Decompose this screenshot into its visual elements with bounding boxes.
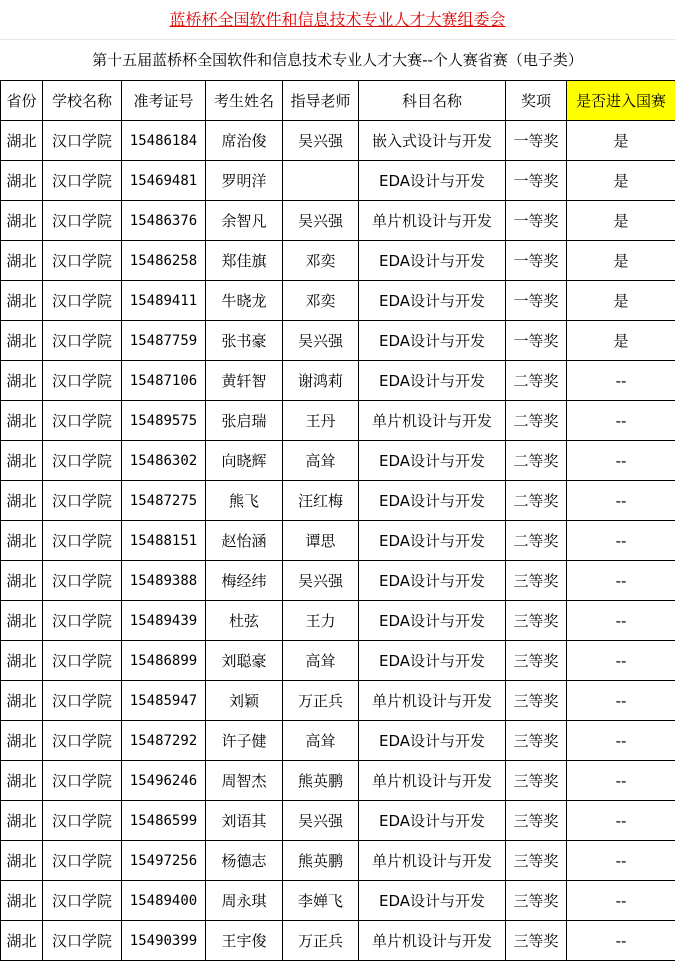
cell-exam-id: 15489388 <box>122 561 206 601</box>
col-header-national-qualified: 是否进入国赛 <box>567 81 675 121</box>
cell-province: 湖北 <box>1 121 43 161</box>
results-table <box>0 80 675 961</box>
cell-school: 汉口学院 <box>43 201 122 241</box>
cell-province: 湖北 <box>1 601 43 641</box>
cell-national-qualified: -- <box>567 401 675 441</box>
cell-exam-id: 15487759 <box>122 321 206 361</box>
cell-subject: EDA设计与开发 <box>359 881 506 921</box>
table-row <box>1 281 675 321</box>
cell-school: 汉口学院 <box>43 721 122 761</box>
cell-national-qualified: -- <box>567 801 675 841</box>
cell-student-name: 郑佳旗 <box>206 241 283 281</box>
cell-advisor <box>283 161 359 201</box>
cell-national-qualified: -- <box>567 441 675 481</box>
cell-national-qualified: 是 <box>567 321 675 361</box>
cell-advisor: 汪红梅 <box>283 481 359 521</box>
cell-exam-id: 15487275 <box>122 481 206 521</box>
table-row <box>1 881 675 921</box>
cell-national-qualified: -- <box>567 761 675 801</box>
cell-exam-id: 15486184 <box>122 121 206 161</box>
col-header-province: 省份 <box>1 81 43 121</box>
cell-award: 二等奖 <box>506 481 567 521</box>
cell-award: 一等奖 <box>506 321 567 361</box>
competition-title: 第十五届蓝桥杯全国软件和信息技术专业人才大赛--个人赛省赛（电子类） <box>92 51 583 69</box>
cell-province: 湖北 <box>1 321 43 361</box>
cell-province: 湖北 <box>1 681 43 721</box>
cell-advisor: 王力 <box>283 601 359 641</box>
cell-advisor: 万正兵 <box>283 921 359 961</box>
cell-school: 汉口学院 <box>43 281 122 321</box>
cell-subject: EDA设计与开发 <box>359 801 506 841</box>
cell-exam-id: 15488151 <box>122 521 206 561</box>
cell-exam-id: 15469481 <box>122 161 206 201</box>
cell-subject: 单片机设计与开发 <box>359 201 506 241</box>
col-header-exam-id: 准考证号 <box>122 81 206 121</box>
cell-province: 湖北 <box>1 841 43 881</box>
cell-advisor: 熊英鹏 <box>283 841 359 881</box>
cell-subject: 嵌入式设计与开发 <box>359 121 506 161</box>
cell-student-name: 杜弦 <box>206 601 283 641</box>
cell-award: 一等奖 <box>506 281 567 321</box>
cell-school: 汉口学院 <box>43 361 122 401</box>
cell-school: 汉口学院 <box>43 641 122 681</box>
cell-student-name: 许子健 <box>206 721 283 761</box>
cell-national-qualified: -- <box>567 721 675 761</box>
cell-award: 一等奖 <box>506 201 567 241</box>
cell-province: 湖北 <box>1 481 43 521</box>
cell-exam-id: 15486302 <box>122 441 206 481</box>
cell-national-qualified: -- <box>567 921 675 961</box>
cell-student-name: 梅经纬 <box>206 561 283 601</box>
cell-award: 一等奖 <box>506 121 567 161</box>
cell-subject: EDA设计与开发 <box>359 161 506 201</box>
table-row <box>1 921 675 961</box>
cell-exam-id: 15489439 <box>122 601 206 641</box>
table-row <box>1 401 675 441</box>
table-row <box>1 761 675 801</box>
cell-award: 二等奖 <box>506 521 567 561</box>
table-row <box>1 241 675 281</box>
cell-student-name: 刘颖 <box>206 681 283 721</box>
cell-subject: EDA设计与开发 <box>359 601 506 641</box>
cell-student-name: 罗明洋 <box>206 161 283 201</box>
cell-school: 汉口学院 <box>43 241 122 281</box>
cell-national-qualified: 是 <box>567 161 675 201</box>
col-header-advisor: 指导老师 <box>283 81 359 121</box>
cell-award: 一等奖 <box>506 161 567 201</box>
cell-province: 湖北 <box>1 521 43 561</box>
cell-student-name: 向晓辉 <box>206 441 283 481</box>
cell-subject: EDA设计与开发 <box>359 641 506 681</box>
table-row <box>1 361 675 401</box>
col-header-school: 学校名称 <box>43 81 122 121</box>
cell-national-qualified: -- <box>567 361 675 401</box>
table-row <box>1 641 675 681</box>
cell-exam-id: 15489400 <box>122 881 206 921</box>
cell-province: 湖北 <box>1 721 43 761</box>
cell-province: 湖北 <box>1 361 43 401</box>
cell-award: 三等奖 <box>506 761 567 801</box>
cell-subject: 单片机设计与开发 <box>359 681 506 721</box>
cell-province: 湖北 <box>1 441 43 481</box>
cell-subject: 单片机设计与开发 <box>359 761 506 801</box>
cell-student-name: 黄轩智 <box>206 361 283 401</box>
cell-school: 汉口学院 <box>43 441 122 481</box>
table-row <box>1 321 675 361</box>
cell-province: 湖北 <box>1 161 43 201</box>
cell-school: 汉口学院 <box>43 401 122 441</box>
cell-subject: 单片机设计与开发 <box>359 841 506 881</box>
cell-student-name: 刘语其 <box>206 801 283 841</box>
cell-award: 三等奖 <box>506 921 567 961</box>
cell-exam-id: 15486899 <box>122 641 206 681</box>
cell-national-qualified: -- <box>567 601 675 641</box>
cell-national-qualified: 是 <box>567 121 675 161</box>
cell-subject: EDA设计与开发 <box>359 521 506 561</box>
table-row <box>1 441 675 481</box>
cell-national-qualified: -- <box>567 561 675 601</box>
cell-student-name: 席治俊 <box>206 121 283 161</box>
table-row <box>1 601 675 641</box>
cell-national-qualified: 是 <box>567 201 675 241</box>
cell-award: 三等奖 <box>506 641 567 681</box>
cell-advisor: 吴兴强 <box>283 121 359 161</box>
cell-school: 汉口学院 <box>43 601 122 641</box>
cell-advisor: 吴兴强 <box>283 561 359 601</box>
cell-advisor: 吴兴强 <box>283 201 359 241</box>
table-row <box>1 201 675 241</box>
table-row <box>1 521 675 561</box>
cell-province: 湖北 <box>1 401 43 441</box>
cell-province: 湖北 <box>1 241 43 281</box>
cell-student-name: 余智凡 <box>206 201 283 241</box>
cell-award: 二等奖 <box>506 401 567 441</box>
cell-national-qualified: -- <box>567 641 675 681</box>
cell-student-name: 牛晓龙 <box>206 281 283 321</box>
cell-advisor: 谭思 <box>283 521 359 561</box>
cell-award: 三等奖 <box>506 801 567 841</box>
cell-subject: EDA设计与开发 <box>359 281 506 321</box>
col-header-award: 奖项 <box>506 81 567 121</box>
cell-national-qualified: -- <box>567 681 675 721</box>
cell-national-qualified: -- <box>567 841 675 881</box>
col-header-subject: 科目名称 <box>359 81 506 121</box>
cell-subject: EDA设计与开发 <box>359 561 506 601</box>
cell-advisor: 邓奕 <box>283 281 359 321</box>
cell-subject: EDA设计与开发 <box>359 481 506 521</box>
cell-exam-id: 15486376 <box>122 201 206 241</box>
cell-exam-id: 15486599 <box>122 801 206 841</box>
table-body <box>1 121 675 961</box>
cell-school: 汉口学院 <box>43 521 122 561</box>
table-row <box>1 121 675 161</box>
cell-province: 湖北 <box>1 561 43 601</box>
cell-advisor: 吴兴强 <box>283 321 359 361</box>
table-row <box>1 161 675 201</box>
cell-advisor: 邓奕 <box>283 241 359 281</box>
cell-national-qualified: -- <box>567 521 675 561</box>
cell-award: 二等奖 <box>506 361 567 401</box>
cell-province: 湖北 <box>1 641 43 681</box>
cell-national-qualified: -- <box>567 481 675 521</box>
cell-exam-id: 15487106 <box>122 361 206 401</box>
cell-school: 汉口学院 <box>43 121 122 161</box>
cell-award: 二等奖 <box>506 441 567 481</box>
cell-province: 湖北 <box>1 281 43 321</box>
cell-exam-id: 15490399 <box>122 921 206 961</box>
table-row <box>1 481 675 521</box>
cell-award: 三等奖 <box>506 561 567 601</box>
cell-school: 汉口学院 <box>43 161 122 201</box>
cell-subject: EDA设计与开发 <box>359 441 506 481</box>
table-row <box>1 561 675 601</box>
cell-advisor: 熊英鹏 <box>283 761 359 801</box>
cell-award: 三等奖 <box>506 881 567 921</box>
cell-advisor: 吴兴强 <box>283 801 359 841</box>
cell-student-name: 杨德志 <box>206 841 283 881</box>
cell-award: 三等奖 <box>506 601 567 641</box>
header-row <box>1 81 675 121</box>
cell-school: 汉口学院 <box>43 801 122 841</box>
cell-school: 汉口学院 <box>43 841 122 881</box>
cell-advisor: 高耸 <box>283 641 359 681</box>
cell-student-name: 刘聪豪 <box>206 641 283 681</box>
cell-subject: 单片机设计与开发 <box>359 921 506 961</box>
cell-school: 汉口学院 <box>43 921 122 961</box>
cell-school: 汉口学院 <box>43 681 122 721</box>
cell-school: 汉口学院 <box>43 321 122 361</box>
cell-exam-id: 15497256 <box>122 841 206 881</box>
cell-advisor: 谢鸿莉 <box>283 361 359 401</box>
cell-national-qualified: 是 <box>567 241 675 281</box>
cell-student-name: 周智杰 <box>206 761 283 801</box>
cell-exam-id: 15496246 <box>122 761 206 801</box>
cell-student-name: 张书豪 <box>206 321 283 361</box>
cell-exam-id: 15485947 <box>122 681 206 721</box>
cell-award: 三等奖 <box>506 841 567 881</box>
cell-school: 汉口学院 <box>43 481 122 521</box>
organizer-title: 蓝桥杯全国软件和信息技术专业人才大赛组委会 <box>0 0 675 40</box>
cell-student-name: 周永琪 <box>206 881 283 921</box>
cell-province: 湖北 <box>1 881 43 921</box>
cell-award: 三等奖 <box>506 721 567 761</box>
cell-student-name: 王宇俊 <box>206 921 283 961</box>
cell-province: 湖北 <box>1 801 43 841</box>
cell-province: 湖北 <box>1 921 43 961</box>
cell-exam-id: 15486258 <box>122 241 206 281</box>
cell-student-name: 赵怡涵 <box>206 521 283 561</box>
cell-subject: EDA设计与开发 <box>359 241 506 281</box>
cell-exam-id: 15487292 <box>122 721 206 761</box>
cell-school: 汉口学院 <box>43 561 122 601</box>
cell-subject: EDA设计与开发 <box>359 361 506 401</box>
cell-exam-id: 15489411 <box>122 281 206 321</box>
table-row <box>1 841 675 881</box>
cell-advisor: 李婵飞 <box>283 881 359 921</box>
cell-national-qualified: 是 <box>567 281 675 321</box>
cell-province: 湖北 <box>1 761 43 801</box>
cell-award: 一等奖 <box>506 241 567 281</box>
cell-subject: 单片机设计与开发 <box>359 401 506 441</box>
cell-national-qualified: -- <box>567 881 675 921</box>
cell-advisor: 高耸 <box>283 721 359 761</box>
cell-school: 汉口学院 <box>43 881 122 921</box>
cell-student-name: 张启瑞 <box>206 401 283 441</box>
table-row <box>1 681 675 721</box>
table-row <box>1 801 675 841</box>
cell-subject: EDA设计与开发 <box>359 321 506 361</box>
cell-advisor: 高耸 <box>283 441 359 481</box>
cell-award: 三等奖 <box>506 681 567 721</box>
cell-exam-id: 15489575 <box>122 401 206 441</box>
cell-student-name: 熊飞 <box>206 481 283 521</box>
table-row <box>1 721 675 761</box>
cell-subject: EDA设计与开发 <box>359 721 506 761</box>
cell-advisor: 万正兵 <box>283 681 359 721</box>
cell-school: 汉口学院 <box>43 761 122 801</box>
col-header-student-name: 考生姓名 <box>206 81 283 121</box>
cell-province: 湖北 <box>1 201 43 241</box>
cell-advisor: 王丹 <box>283 401 359 441</box>
